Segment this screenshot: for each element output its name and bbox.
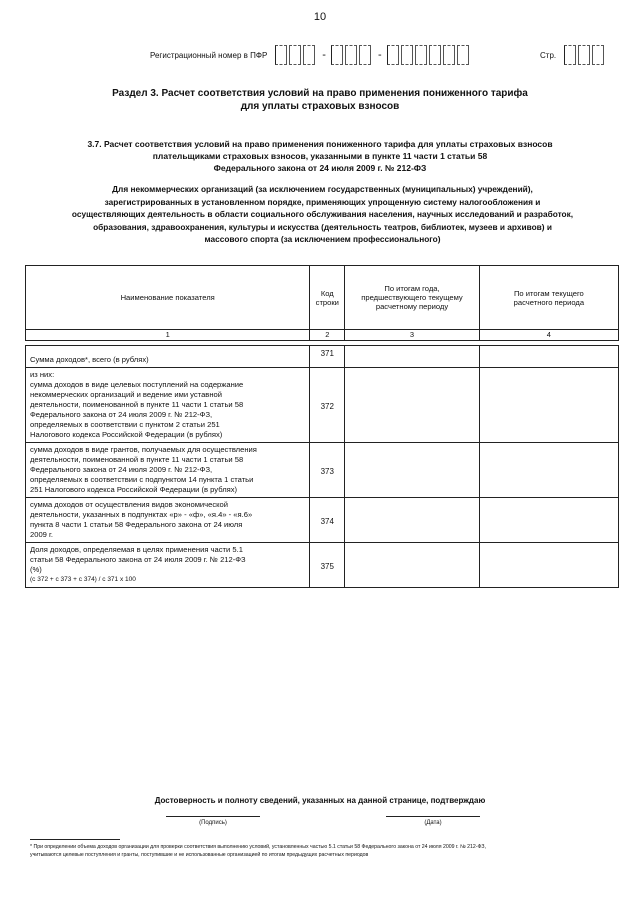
row-name-line: статьи 58 Федерального закона от 24 июля 2009 г. № 212-ФЗ [30,555,246,564]
organizations-line: зарегистрированных в установленном порядке, применяющих упрощенную систему налогообложения и [104,196,541,207]
section-title-line: Раздел 3. Расчет соответствия условий на право применения пониженного тарифа [112,88,528,99]
row-name-line: Федерального закона от 24 июля 2009 г. № 212-ФЗ, [30,465,213,474]
reg-cell[interactable] [331,45,343,65]
table-row [26,543,619,588]
reg-cell[interactable] [443,45,455,65]
row-name-line: определяемых в соответствии с подпунктом 14 пункта 1 статьи [30,475,254,484]
column-header-name: Наименование показателя [26,266,310,330]
reg-number-label: Регистрационный номер в ПФР [150,50,268,60]
reg-number-cells-group-2[interactable] [331,45,373,65]
organizations-description [30,183,615,246]
column-header-prev-year-line: расчетному периоду [375,302,449,311]
column-header-current-period-line: По итогам текущего [513,288,584,298]
date-line[interactable] [386,816,480,817]
column-header-code-line: Код [320,288,334,298]
page-cells[interactable] [564,45,606,65]
value-cell-current-period[interactable] [479,543,618,588]
value-cell-prev-year[interactable] [345,346,479,368]
reg-cell[interactable] [415,45,427,65]
reg-cell[interactable] [303,45,315,65]
table-row [26,498,619,543]
row-name-line: деятельности, поименованной в пункте 11 части 1 статьи 58 [30,455,244,464]
row-name-line: пункта 8 части 1 статьи 58 Федерального закона от 24 июля [30,520,243,529]
reg-cell[interactable] [345,45,357,65]
page-cell[interactable] [578,45,590,65]
value-cell-current-period[interactable] [479,498,618,543]
subsection-title-line: 3.7. Расчет соответствия условий на право применения пониженного тарифа для уплаты страховых взносов [87,139,553,149]
reg-cell[interactable] [429,45,441,65]
reg-cell[interactable] [359,45,371,65]
table-row [26,346,619,368]
footnote [30,843,620,859]
row-name [26,346,310,368]
column-number: 4 [479,330,618,341]
row-name-line: сумма доходов от осуществления видов экономической [30,500,229,509]
column-header-current-period-line: расчетного периода [513,297,585,307]
footnote-line: * При определении объема доходов организации для проверки соответствия выполнению условий, установленных частью 5.1 статьи 58 Федерального закона от 24 июля 2009 г. № 212-ФЗ, [30,844,486,850]
column-header-prev-year-line: По итогам года, [384,284,440,293]
row-name [26,498,310,543]
page-cell[interactable] [564,45,576,65]
page-cell[interactable] [592,45,604,65]
row-name-line: деятельности, указанных в подпунктах «р» - «ф», «я.4» - «я.6» [30,510,253,519]
reg-cell[interactable] [401,45,413,65]
row-name-line: определяемых в соответствии с пунктом 2 статьи 251 [30,420,220,429]
signature-line[interactable] [166,816,260,817]
row-code: 373 [310,443,345,498]
row-name [26,543,310,588]
column-header-current-period [479,266,618,330]
registration-number [150,44,471,66]
row-name [26,368,310,443]
row-name-line: (%) [30,565,42,574]
reg-number-cells-group-3[interactable] [387,45,471,65]
row-name-line: 251 Налогового кодекса Российской Федерации (в рублях) [30,485,238,494]
column-header-code [310,266,345,330]
row-name-line: Федерального закона от 24 июля 2009 г. № 212-ФЗ, [30,410,213,419]
column-header-prev-year [345,266,479,330]
page-number: 10 [313,11,327,23]
reg-cell[interactable] [275,45,287,65]
calculation-table [25,265,619,588]
row-name-line: Сумма доходов*, всего (в рублях) [30,355,149,364]
column-number: 1 [26,330,310,341]
row-name-line: (с 372 + с 373 + с 374) / с 371 х 100 [30,576,136,583]
value-cell-prev-year[interactable] [345,368,479,443]
confirmation-text: Достоверность и полноту сведений, указанных на данной странице, подтверждаю [154,796,486,805]
column-number: 3 [345,330,479,341]
value-cell-current-period[interactable] [479,346,618,368]
value-cell-current-period[interactable] [479,368,618,443]
row-code: 375 [310,543,345,588]
subsection-title-line: Федерального закона от 24 июля 2009 г. № 212-ФЗ [213,163,427,173]
organizations-line: осуществляющих деятельность в области социального обслуживания населения, научных исследований и разработок, [71,209,574,219]
value-cell-prev-year[interactable] [345,443,479,498]
date-label: (Дата) [424,820,442,826]
signature-label: (Подпись) [199,820,227,826]
subsection-title [40,138,600,174]
section-title [60,87,580,113]
column-header-prev-year-line: предшествующего текущему [361,293,463,302]
organizations-line: массового спорта (за исключением профессионального) [204,234,441,244]
value-cell-current-period[interactable] [479,443,618,498]
row-name-line: сумма доходов в виде целевых поступлений на содержание [30,380,244,389]
row-code: 374 [310,498,345,543]
row-name [26,443,310,498]
section-title-line: для уплаты страховых взносов [240,101,400,112]
column-number-row [26,330,619,341]
column-header-code-line: строки [315,297,339,307]
reg-cell[interactable] [387,45,399,65]
reg-number-cells-group-1[interactable] [275,45,317,65]
value-cell-prev-year[interactable] [345,543,479,588]
row-name-line: сумма доходов в виде грантов, получаемых для осуществления [30,445,257,454]
row-name-line: из них: [30,370,55,379]
page-field [540,44,606,66]
subsection-title-line: плательщиками страховых взносов, указанными в пункте 11 части 1 статьи 58 [152,151,488,161]
table-row [26,443,619,498]
reg-cell[interactable] [457,45,469,65]
organizations-line: Для некоммерческих организаций (за исключением государственных (муниципальных) учреждений), [112,184,533,194]
table-row [26,368,619,443]
row-name-line: некоммерческих организаций и ведение ими уставной [30,390,222,399]
row-name-line: 2009 г. [30,530,53,539]
row-code: 371 [310,346,345,368]
page-field-label: Стр. [540,50,557,60]
row-name-line: деятельности, поименованной в пункте 11 части 1 статьи 58 [30,400,244,409]
reg-separator: - [322,49,326,61]
row-name-line: Доля доходов, определяемая в целях применения части 5.1 [30,545,243,554]
value-cell-prev-year[interactable] [345,498,479,543]
row-name-line: Налогового кодекса Российской Федерации (в рублях) [30,430,223,439]
row-code: 372 [310,368,345,443]
footnote-divider [30,839,120,840]
reg-cell[interactable] [289,45,301,65]
organizations-line: образования, здравоохранения, культуры и искусства (деятельность театров, библиотек, музеев и архивов) и [93,221,552,232]
reg-separator: - [377,49,382,61]
column-number: 2 [310,330,345,341]
footnote-line: учитываются целевые поступления и гранты, поступившие и не использованные организацией по итогам предыдущих расчетных периодов [30,852,369,858]
